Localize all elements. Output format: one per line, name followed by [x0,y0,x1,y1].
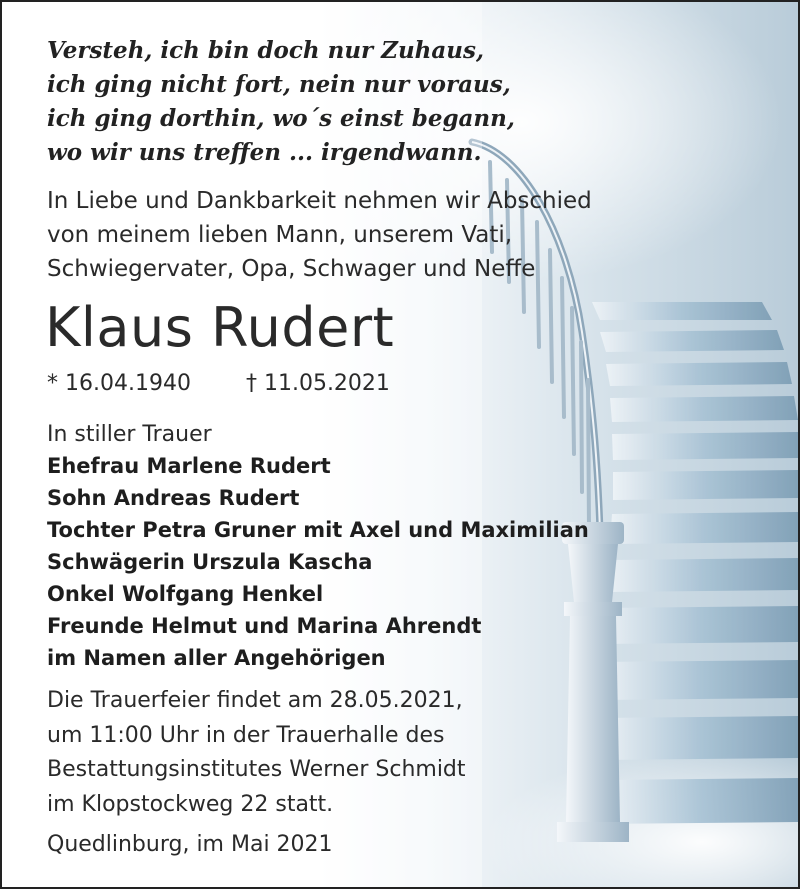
mourner-entry: Ehefrau Marlene Rudert [47,454,331,478]
mourner-entry: Tochter Petra Gruner mit Axel und Maximilian [47,518,589,542]
ceremony-line: Bestattungsinstitutes Werner Schmidt [47,757,466,782]
mourner-entry: Sohn Andreas Rudert [47,486,300,510]
mourners-list [47,450,589,674]
poem-line: ich ging dorthin, wo´s einst begann, [47,105,515,132]
funeral-ceremony-info [47,684,466,822]
mourner-entry: Freunde Helmut und Marina Ahrendt [47,614,482,638]
farewell-intro [47,184,592,286]
poem-line: wo wir uns treffen ... irgendwann. [47,139,482,166]
poem-line: Versteh, ich bin doch nur Zuhaus, [47,37,484,64]
ceremony-line: Die Trauerfeier findet am 28.05.2021, [47,688,463,713]
ceremony-line: um 11:00 Uhr in der Trauerhalle des [47,722,445,748]
deceased-name: Klaus Rudert [45,296,395,359]
place-and-date: Quedlinburg, im Mai 2021 [47,832,333,857]
mourners-intro: In stiller Trauer [47,422,212,447]
life-dates [47,368,390,400]
mourner-entry: Onkel Wolfgang Henkel [47,582,324,606]
mourner-entry: Schwägerin Urszula Kascha [47,550,373,574]
intro-line: Schwiegervater, Opa, Schwager und Neffe [47,256,536,282]
poem-line: ich ging nicht fort, nein nur voraus, [47,71,511,98]
birth-date: * 16.04.1940 [47,371,191,396]
memorial-poem [47,34,515,170]
intro-line: In Liebe und Dankbarkeit nehmen wir Abschied [47,188,592,214]
intro-line: von meinem lieben Mann, unserem Vati, [47,222,513,248]
mourner-entry: im Namen aller Angehörigen [47,646,386,670]
death-date: † 11.05.2021 [245,371,390,396]
ceremony-line: im Klopstockweg 22 statt. [47,791,334,817]
stair-steps [592,302,800,824]
